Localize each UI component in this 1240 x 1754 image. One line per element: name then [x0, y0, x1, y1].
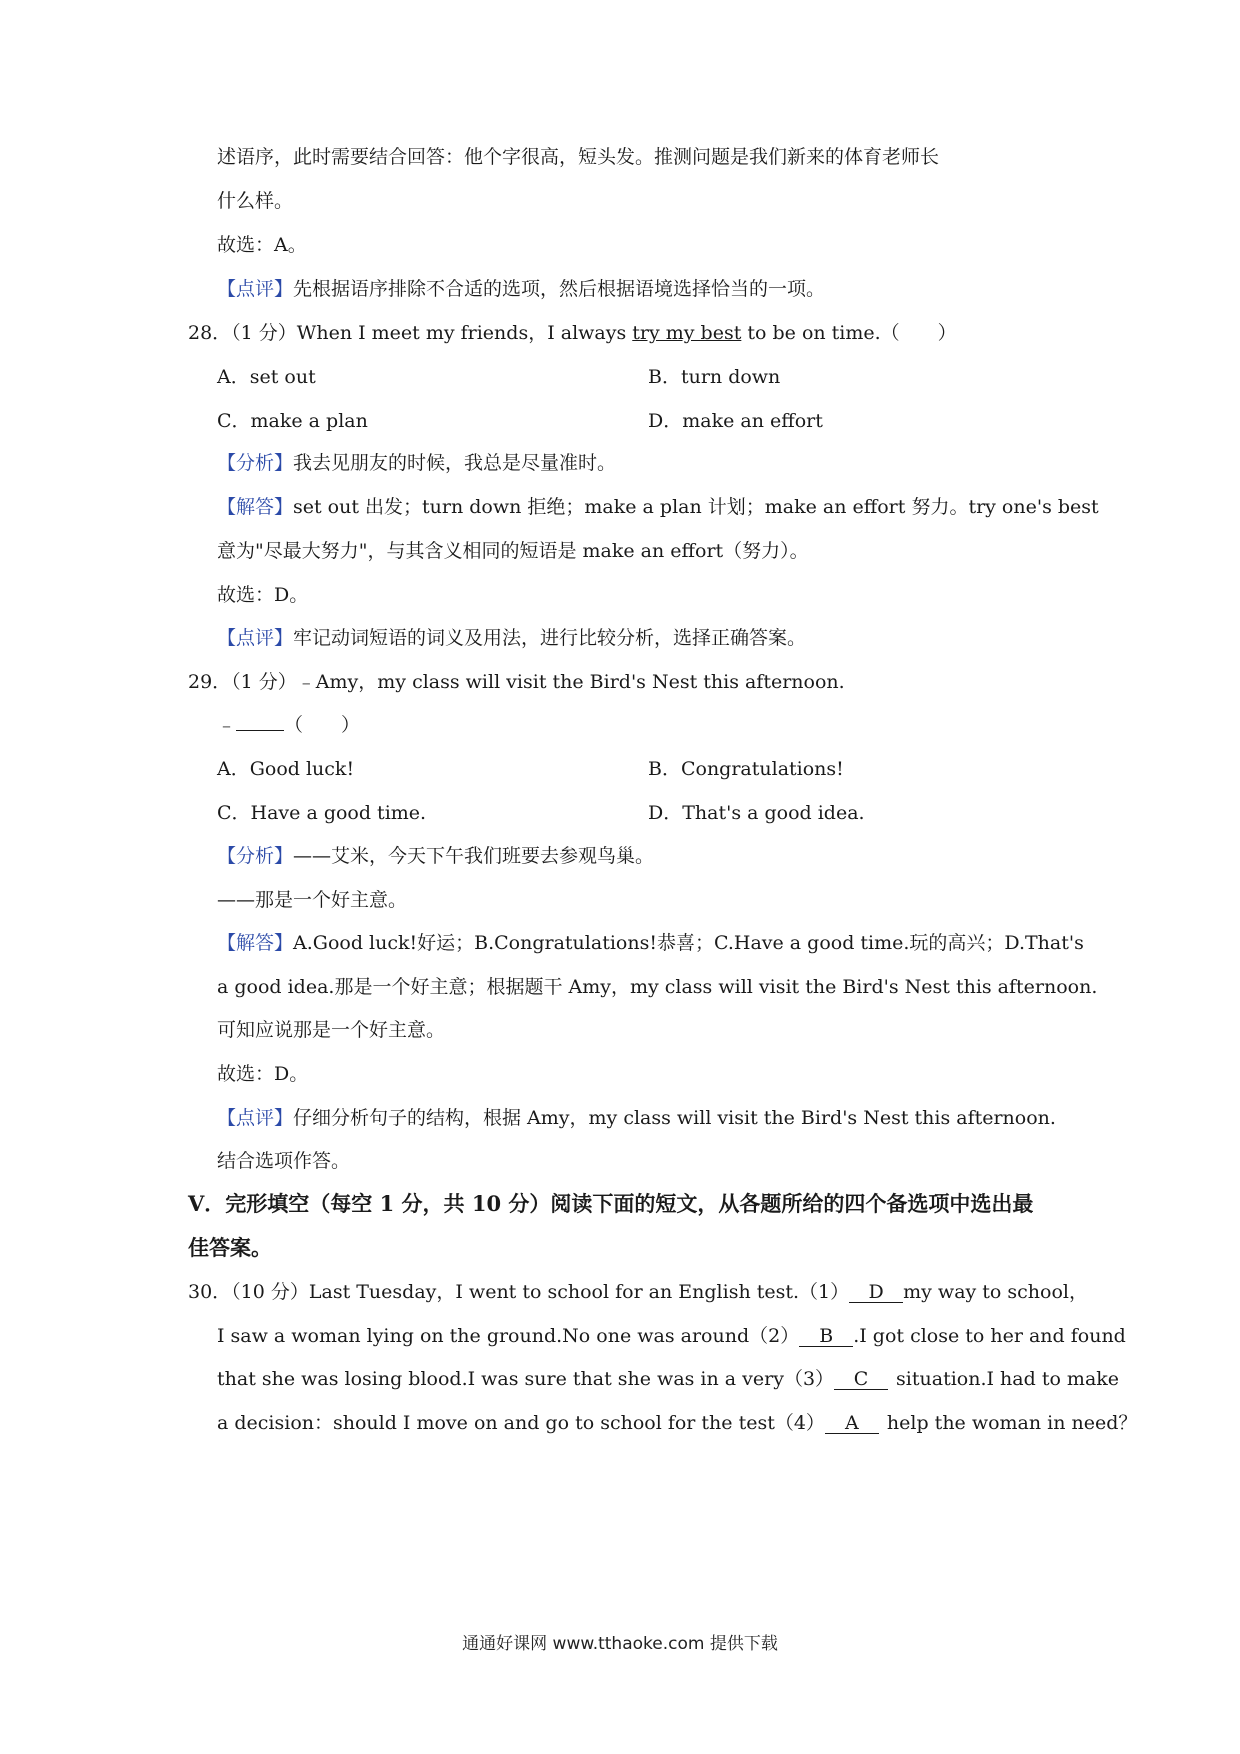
comment-text: 仔细分析句子的结构，根据 Amy，my class will visit the Bird's Nest this afternoon.	[293, 1107, 1056, 1129]
answer-line: 故选：D。	[217, 1063, 309, 1085]
analysis-line: ——那是一个好主意。	[217, 889, 408, 911]
passage-text: .I got close to her and found	[853, 1325, 1126, 1347]
option-d: D．make an effort	[648, 410, 823, 432]
analysis-text: 我去见朋友的时候，我总是尽量准时。	[293, 452, 617, 474]
filled-blank: C	[834, 1369, 888, 1390]
option-d: D．That's a good idea.	[648, 802, 865, 824]
option-c: C．Have a good time.	[217, 802, 427, 824]
option-b: B．Congratulations!	[648, 758, 844, 780]
paren: （ ）	[284, 714, 361, 736]
question-text: to be on time.（ ）	[741, 322, 957, 344]
analysis-line	[217, 451, 616, 475]
answer-line: 故选：A。	[217, 234, 307, 256]
comment-line: 结合选项作答。	[217, 1150, 351, 1172]
passage-text: I saw a woman lying on the ground.No one was around（2）	[217, 1325, 800, 1347]
option-b: B．turn down	[648, 366, 781, 388]
filled-blank: B	[799, 1326, 853, 1347]
section-heading: 佳答案。	[188, 1235, 272, 1260]
question-28	[188, 321, 957, 345]
answer-line: 故选：D。	[217, 584, 309, 606]
text-line: 什么样。	[217, 190, 294, 212]
solution-line: 意为"尽最大努力"，与其含义相同的短语是 make an effort（努力）。	[217, 540, 809, 562]
solution-line: a good idea.那是一个好主意；根据题干 Amy，my class will visit the Bird's Nest this afternoon.	[217, 976, 1098, 998]
solution-text: set out 出发；turn down 拒绝；make a plan 计划；make an effort 努力。try one's best	[293, 496, 1099, 518]
comment-text: 牢记动词短语的词义及用法，进行比较分析，选择正确答案。	[293, 627, 807, 649]
passage-text: my way to school，	[903, 1281, 1088, 1303]
passage-text: a decision：should I move on and go to school for the test（4）	[217, 1412, 825, 1434]
option-a: A．Good luck!	[217, 758, 355, 780]
section-heading: V．完形填空（每空 1 分，共 10 分）阅读下面的短文，从各题所给的四个备选项中选出最	[188, 1191, 1034, 1216]
solution-tag: 【解答】	[217, 932, 294, 954]
comment-text: 先根据语序排除不合适的选项，然后根据语境选择恰当的一项。	[293, 278, 826, 300]
comment-tag: 【点评】	[217, 627, 294, 649]
option-a: A．set out	[217, 366, 316, 388]
passage-text: help the woman in need？	[886, 1412, 1138, 1434]
passage-line	[217, 1324, 1126, 1348]
passage-text: 30．（10 分）Last Tuesday，I went to school for an English test.（1）	[188, 1281, 850, 1303]
solution-tag: 【解答】	[217, 496, 294, 518]
comment-line	[217, 277, 825, 301]
passage-line	[217, 1367, 1119, 1391]
page-footer: 通通好课网 www.tthaoke.com 提供下载	[462, 1634, 778, 1654]
answer-blank	[236, 730, 284, 731]
underlined-phrase: try my best	[632, 322, 742, 344]
passage-text: that she was losing blood.I was sure that she was in a very（3）	[217, 1368, 835, 1390]
analysis-text: ——艾米，今天下午我们班要去参观鸟巢。	[293, 845, 655, 867]
question-29-reply	[217, 713, 360, 737]
question-text: 28．（1 分）When I meet my friends，I always	[188, 322, 633, 344]
analysis-tag: 【分析】	[217, 452, 294, 474]
solution-text: A.Good luck!好运；B.Congratulations!恭喜；C.Have a good time.玩的高兴；D.That's	[293, 932, 1084, 954]
question-30	[188, 1280, 1088, 1304]
passage-text: situation.I had to make	[896, 1368, 1120, 1390]
passage-line	[217, 1411, 1137, 1435]
text-line: 述语序，此时需要结合回答：他个字很高，短头发。推测问题是我们新来的体育老师长	[217, 146, 940, 168]
option-c: C．make a plan	[217, 410, 368, 432]
filled-blank: A	[825, 1413, 879, 1434]
solution-line: 可知应说那是一个好主意。	[217, 1019, 446, 1041]
solution-line	[217, 495, 1099, 519]
comment-tag: 【点评】	[217, 1107, 294, 1129]
solution-line	[217, 931, 1084, 955]
analysis-tag: 【分析】	[217, 845, 294, 867]
filled-blank: D	[849, 1282, 903, 1303]
comment-tag: 【点评】	[217, 278, 294, 300]
question-29: 29．（1 分）﹣Amy，my class will visit the Bird's Nest this afternoon.	[188, 671, 845, 693]
dash: ﹣	[217, 714, 237, 736]
comment-line	[217, 1106, 1056, 1130]
analysis-line	[217, 844, 654, 868]
comment-line	[217, 626, 806, 650]
